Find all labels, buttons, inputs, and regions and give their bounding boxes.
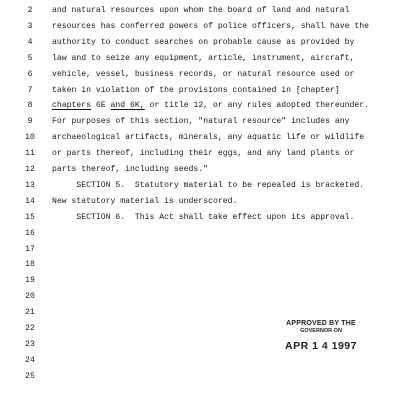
text-segment: vehicle, vessel, business records, or natural resource used or: [52, 69, 355, 79]
text-segment: SECTION 6. This Act shall take effect upon its approval.: [52, 212, 355, 222]
line-number: 23: [25, 339, 35, 349]
line-number: 21: [25, 308, 35, 318]
document-line: [0, 35, 400, 51]
document-line: [0, 194, 400, 210]
line-text: [52, 194, 237, 210]
line-number: 14: [25, 196, 35, 206]
line-text: [52, 19, 369, 35]
document-line: [0, 67, 400, 83]
document-line: [0, 178, 400, 194]
line-number: 2: [27, 6, 33, 15]
document-line: [0, 369, 400, 385]
text-segment: archaeological artifacts, minerals, any aquatic life or wildlife: [52, 133, 365, 143]
document-line: [0, 226, 400, 242]
document-line: [0, 3, 400, 19]
line-number: 6: [27, 69, 33, 79]
line-number: 8: [27, 101, 33, 111]
line-number: 22: [25, 324, 35, 333]
line-number: 7: [27, 85, 33, 95]
line-number: 18: [25, 260, 35, 270]
document-line: [0, 162, 400, 178]
document-line: [0, 353, 400, 369]
text-segment: SECTION 5. Statutory material to be repealed is bracketed.: [52, 180, 365, 190]
underscored-text: and 6K,: [110, 101, 145, 111]
text-segment: 6E: [91, 101, 111, 111]
text-segment: or parts thereof, including their eggs, and any land plants or: [52, 149, 355, 159]
line-text: [52, 83, 340, 99]
line-text: [52, 51, 354, 67]
document-line: [0, 83, 400, 99]
text-segment: New statutory material is underscored.: [52, 196, 238, 206]
text-segment: and natural resources upon whom the board of land and natural: [52, 6, 350, 15]
line-text: [52, 35, 354, 51]
line-number: 10: [25, 133, 35, 143]
document-line: [0, 19, 400, 35]
document-line: [0, 146, 400, 162]
underscored-text: chapters: [52, 101, 92, 111]
document-line: [0, 114, 400, 130]
line-text: [52, 67, 354, 83]
document-line: [0, 51, 400, 67]
text-segment: parts thereof, including seeds.": [52, 165, 209, 174]
line-text: [52, 130, 364, 146]
line-text: [52, 114, 350, 130]
line-number: 16: [25, 228, 35, 238]
stamp-date: APR 1 4 1997: [285, 340, 357, 352]
stamp-governor-text: GOVERNOR ON: [300, 328, 342, 334]
line-number: 9: [27, 117, 33, 127]
document-line: [0, 130, 400, 146]
line-text: [52, 210, 354, 226]
line-number: 11: [25, 149, 35, 159]
line-number: 3: [27, 21, 33, 31]
document-line: [0, 98, 400, 114]
line-text: [52, 98, 369, 114]
document-line: [0, 289, 400, 305]
text-segment: or title 12, or any rules adopted thereunder.: [144, 101, 370, 111]
approval-stamp: [281, 320, 361, 352]
document-line: [0, 210, 400, 226]
line-number: 19: [25, 276, 35, 286]
text-segment: resources has conferred powers of police officers, shall have the: [52, 21, 370, 31]
line-number: 12: [25, 165, 35, 174]
document-line: [0, 273, 400, 289]
line-text: [52, 3, 350, 19]
line-number: 13: [25, 180, 35, 190]
line-text: [52, 162, 208, 178]
line-text: [52, 178, 364, 194]
text-segment: law and to seize any equipment, article, instrument, aircraft,: [52, 53, 355, 63]
document-line: [0, 257, 400, 273]
document-line: [0, 242, 400, 258]
document-line: [0, 305, 400, 321]
stamp-approved-text: APPROVED BY THE: [286, 320, 356, 327]
line-number: 5: [27, 53, 33, 63]
line-number: 17: [25, 244, 35, 254]
line-number: 4: [27, 37, 33, 47]
line-number: 25: [25, 371, 35, 381]
text-segment: authority to conduct searches on probable cause as provided by: [52, 37, 355, 47]
line-number: 24: [25, 355, 35, 365]
line-text: [52, 146, 354, 162]
text-segment: taken in violation of the provisions contained in [chapter]: [52, 85, 340, 95]
line-number: 20: [25, 292, 35, 302]
line-number: 15: [25, 212, 35, 222]
text-segment: For purposes of this section, "natural resource" includes any: [52, 117, 350, 127]
